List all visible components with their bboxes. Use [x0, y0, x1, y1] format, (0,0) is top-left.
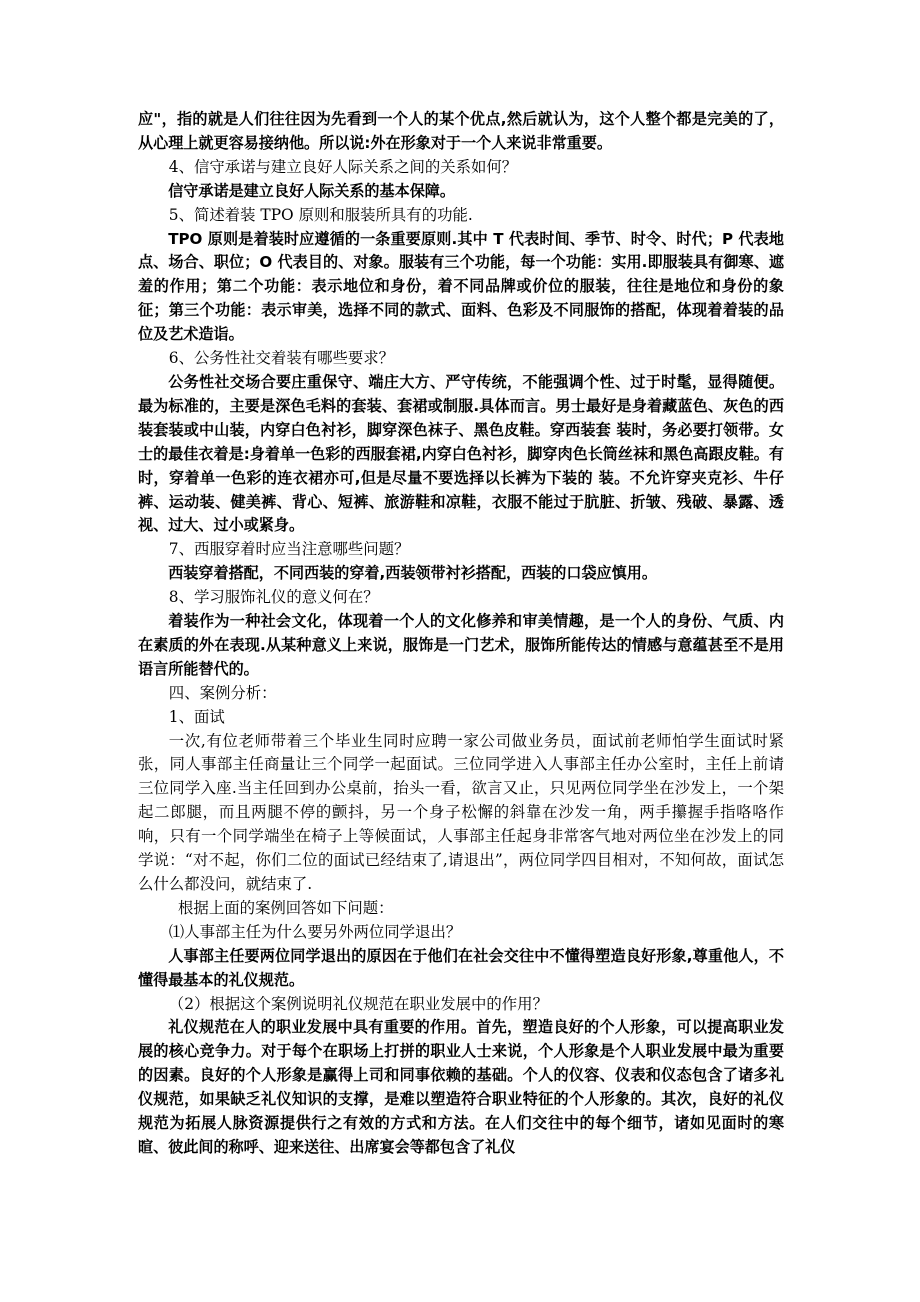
question-5: 5、简述着装 TPO 原则和服装所具有的功能.	[168, 205, 473, 224]
answer-4: 信守承诺是建立良好人际关系的基本保障。	[168, 181, 455, 200]
answer-paragraph: 应"，指的就是人们往往因为先看到一个人的某个优点,然后就认为，这个人整个都是完美的了，从心理上就更容易接纳他。所以说:外在形象对于一个人来说非常重要。	[138, 110, 784, 152]
case-answer-1: 人事部主任要两位同学退出的原因在于他们在社会交往中不懂得塑造良好形象,尊重他人，不懂得最基本的礼仪规范。	[138, 946, 784, 989]
question-4: 4、信守承诺与建立良好人际关系之间的关系如何？	[168, 157, 518, 176]
section-heading-case-analysis: 四、案例分析：	[168, 683, 277, 702]
answer-7: 西装穿着搭配，不同西装的穿着,西装领带衬衫搭配，西装的口袋应慎用。	[168, 564, 657, 583]
case-narrative: 一次,有位老师带着三个毕业生同时应聘一家公司做业务员，面试前老师怕学生面试时紧张，同人事部主任商量让三个同学一起面试。三位同学进入人事部主任办公室时，主任上前请三位同学入座.当主任回到办公桌前，抬头一看，欲言又止，只见两位同学坐在沙发上，一个架起二郎腿，而且两腿不停的颤抖，另一个身子松懈的斜靠在沙发一角，两手攥握手指咯咯作响，只有一个同学端坐在椅子上等候面试，人事部主任起身非常客气地对两位坐在沙发上的同学说：“对不起，你们二位的面试已经结束了,请退出”，两位同学四目相对，不知何故，面试怎么什么都没问，就结束了.	[138, 731, 784, 893]
case-answer-2: 礼仪规范在人的职业发展中具有重要的作用。首先，塑造良好的个人形象，可以提高职业发展的核心竞争力。对于每个在职场上打拼的职业人士来说，个人形象是个人职业发展中最为重要的因素。良好的个人形象是赢得上司和同事依赖的基础。个人的仪容、仪表和仪态包含了诸多礼仪规范，如果缺乏礼仪知识的支撑，是难以塑造符合职业特征的个人形象的。其次，良好的礼仪规范为拓展人脉资源提供行之有效的方式和方法。在人们交往中的每个细节，诸如见面时的寒暄、彼此间的称呼、迎来送往、出席宴会等都包含了礼仪	[138, 1018, 784, 1156]
answer-6: 公务性社交场合要庄重保守、端庄大方、严守传统，不能强调个性、过于时髦，显得随便。最为标准的，主要是深色毛料的套装、套裙或制服.具体而言。男士最好是身着藏蓝色、灰色的西装套装或中山装，内穿白色衬衫，脚穿深色袜子、黑色皮鞋。穿西装套 装时，务必要打领带。女士的最佳衣着是:身着单一色彩的西服套裙,内穿白色衬衫，脚穿肉色长筒丝袜和黑色高跟皮鞋。有时，穿着单一色彩的连衣裙亦可,但是尽量不要选择以长裤为下装的 装。不允许穿夹克衫、牛仔裤、运动装、健美裤、背心、短裤、旅游鞋和凉鞋，衣服不能过于肮脏、折皱、残破、暴露、透视、过大、过小或紧身。	[138, 372, 784, 535]
case-title-interview: 1、面试	[168, 707, 225, 726]
case-instruction: 根据上面的案例回答如下问题：	[178, 898, 394, 917]
answer-5: TPO 原则是着装时应遵循的一条重要原则.其中 T 代表时间、季节、时令、时代；P 代表地点、场合、职位；O 代表目的、对象。服装有三个功能，每一个功能：实用.即服装具有御寒、遮羞的作用；第二个功能：表示地位和身份，着不同品牌或价位的服装，往往是地位和身份的象征；第三个功能：表示审美，选择不同的款式、面料、色彩及不同服饰的搭配，体现着着装的品位及艺术造诣。	[138, 229, 784, 344]
question-8: 8、学习服饰礼仪的意义何在？	[168, 588, 379, 607]
answer-8: 着装作为一种社会文化，体现着一个人的文化修养和审美情趣，是一个人的身份、气质、内在素质的外在表现.从某种意义上来说，服饰是一门艺术，服饰所能传达的情感与意蕴甚至不是用语言所能替代的。	[138, 612, 784, 678]
question-6: 6、公务性社交着装有哪些要求？	[168, 349, 395, 368]
question-7: 7、西服穿着时应当注意哪些问题？	[168, 540, 410, 559]
document-page	[138, 108, 784, 1160]
case-question-1: ⑴人事部主任为什么要另外两位同学退出？	[168, 922, 462, 941]
case-question-2: （2）根据这个案例说明礼仪规范在职业发展中的作用？	[168, 994, 548, 1013]
